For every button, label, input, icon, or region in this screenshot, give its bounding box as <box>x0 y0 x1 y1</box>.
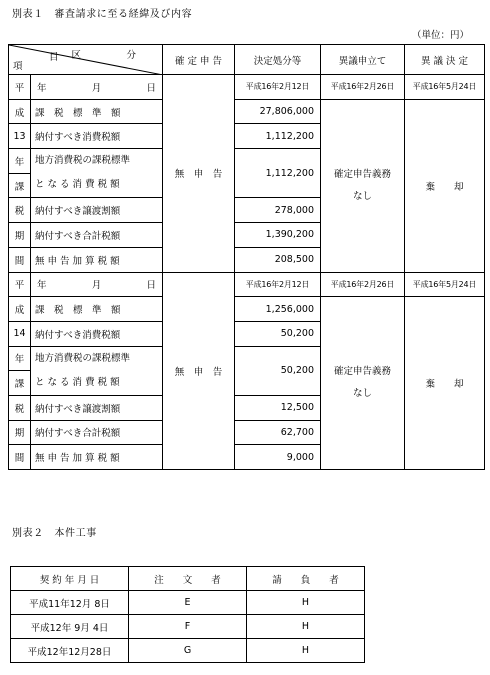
side-char: 税 <box>9 395 31 420</box>
contract-date: 平成12年 9月 4日 <box>11 615 129 639</box>
row-label: 課 税 標 準 額 <box>31 99 163 124</box>
side-char: 間 <box>9 445 31 470</box>
row-value: 50,200 <box>235 321 321 346</box>
header-igi-moshitate: 異議申立て <box>321 45 405 75</box>
orderer: G <box>129 639 247 663</box>
side-char: 間 <box>9 247 31 272</box>
header-kou: 項 <box>13 61 23 72</box>
table-row <box>9 297 485 322</box>
row-value: 9,000 <box>235 445 321 470</box>
header-igi-kettei: 異 議 決 定 <box>405 45 485 75</box>
construction-table <box>10 566 365 663</box>
tax-history-table <box>8 44 485 470</box>
row-value: 1,112,200 <box>235 149 321 198</box>
unit-label: （単位：円） <box>412 30 470 41</box>
side-char: 年 <box>9 346 31 371</box>
date-label-cell: 年 月 日 <box>31 272 163 297</box>
row-label: 納付すべき合計税額 <box>31 420 163 445</box>
row-value: 62,700 <box>235 420 321 445</box>
block2-date-row <box>9 272 485 297</box>
side-char: 税 <box>9 198 31 223</box>
row-value: 1,112,200 <box>235 124 321 149</box>
block1-igi-date: 平成16年2月26日 <box>321 75 405 100</box>
side-char: 期 <box>9 420 31 445</box>
block1-igikettei: 棄 却 <box>405 99 485 272</box>
side-char: 成 <box>9 297 31 322</box>
row-value: 12,500 <box>235 395 321 420</box>
orderer: E <box>129 591 247 615</box>
block1-date-row <box>9 75 485 100</box>
side-char: 平 <box>9 75 31 100</box>
header-moku: 目 <box>49 52 59 63</box>
row-label: 納付すべき譲渡割額 <box>31 395 163 420</box>
contractor: H <box>247 615 365 639</box>
row-label: 納付すべき消費税額 <box>31 124 163 149</box>
header-diagonal-cell <box>9 45 163 75</box>
block1-igikettei-date: 平成16年5月24日 <box>405 75 485 100</box>
contract-date: 平成12年12月28日 <box>11 639 129 663</box>
side-char: 年 <box>9 149 31 174</box>
row-value: 1,256,000 <box>235 297 321 322</box>
date-label-cell: 年 月 日 <box>31 75 163 100</box>
side-char: 成 <box>9 99 31 124</box>
table-row <box>9 99 485 124</box>
side-char: 期 <box>9 223 31 248</box>
table-row <box>11 639 365 663</box>
row-label: 納付すべき譲渡割額 <box>31 198 163 223</box>
table1-title: 別表１ 審査請求に至る経緯及び内容 <box>12 9 193 20</box>
row-label: 地方消費税の課税標準 と な る 消 費 税 額 <box>31 149 163 198</box>
row-label: 納付すべき消費税額 <box>31 321 163 346</box>
row-label: 納付すべき合計税額 <box>31 223 163 248</box>
table1-header-row <box>9 45 485 75</box>
year-cell: 14 <box>9 321 31 346</box>
header-kakutei: 確 定 申 告 <box>163 45 235 75</box>
header-contract-date: 契 約 年 月 日 <box>11 567 129 591</box>
block1-igi: 確定申告義務 なし <box>321 99 405 272</box>
row-value: 208,500 <box>235 247 321 272</box>
block2-kettei-date: 平成16年2月12日 <box>235 272 321 297</box>
header-kettei-shobun: 決定処分等 <box>235 45 321 75</box>
orderer: F <box>129 615 247 639</box>
block2-igikettei-date: 平成16年5月24日 <box>405 272 485 297</box>
header-contractor: 請 負 者 <box>247 567 365 591</box>
block2-igi: 確定申告義務 なし <box>321 297 405 470</box>
block2-igikettei: 棄 却 <box>405 297 485 470</box>
block1-kettei-date: 平成16年2月12日 <box>235 75 321 100</box>
header-kubun: 区 分 <box>71 50 154 61</box>
row-value: 50,200 <box>235 346 321 395</box>
side-char: 平 <box>9 272 31 297</box>
row-value: 1,390,200 <box>235 223 321 248</box>
contractor: H <box>247 591 365 615</box>
table2-title: 別表２ 本件工事 <box>12 528 97 539</box>
table2-header-row <box>11 567 365 591</box>
contract-date: 平成11年12月 8日 <box>11 591 129 615</box>
row-label: 地方消費税の課税標準 と な る 消 費 税 額 <box>31 346 163 395</box>
table-row <box>11 591 365 615</box>
row-label: 課 税 標 準 額 <box>31 297 163 322</box>
header-orderer: 注 文 者 <box>129 567 247 591</box>
side-char: 課 <box>9 371 31 396</box>
side-char: 課 <box>9 173 31 198</box>
row-label: 無 申 告 加 算 税 額 <box>31 247 163 272</box>
table-row <box>11 615 365 639</box>
contractor: H <box>247 639 365 663</box>
block2-igi-date: 平成16年2月26日 <box>321 272 405 297</box>
block2-kakutei: 無 申 告 <box>163 272 235 470</box>
block1-kakutei: 無 申 告 <box>163 75 235 273</box>
row-label: 無 申 告 加 算 税 額 <box>31 445 163 470</box>
year-cell: 13 <box>9 124 31 149</box>
row-value: 27,806,000 <box>235 99 321 124</box>
row-value: 278,000 <box>235 198 321 223</box>
